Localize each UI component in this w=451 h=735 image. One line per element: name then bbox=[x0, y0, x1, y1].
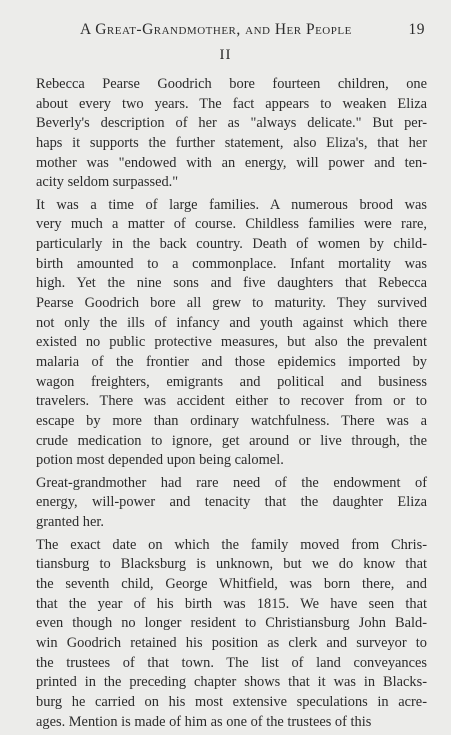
text-line: birth amounted to a commonplace. Infant mortality was bbox=[36, 255, 427, 272]
text-line: particularly in the back country. Death of women by child- bbox=[36, 236, 427, 253]
text-line: printed in the preceding chapter shows that it was in Blacks- bbox=[36, 674, 427, 691]
text-line: ages. Mention is made of him as one of the trustees of this bbox=[36, 713, 372, 730]
text-line: crude medication to ignore, get around or live through, the bbox=[36, 432, 427, 449]
text-line: malaria of the frontier and those epidemics imported by bbox=[36, 353, 427, 370]
text-line: tiansburg to Blacksburg is unknown, but we do know that bbox=[36, 556, 427, 573]
text-line: wagon freighters, emigrants and political and business bbox=[36, 373, 427, 390]
text-line: very much a matter of course. Childless families were rare, bbox=[36, 216, 427, 233]
text-line: even though no longer resident to Christiansburg John Bald- bbox=[36, 615, 427, 632]
text-line: acity seldom surpassed." bbox=[36, 174, 179, 191]
text-line: mother was "endowed with an energy, will power and ten- bbox=[36, 154, 427, 171]
paragraph bbox=[36, 75, 427, 193]
text-line: that the year of his birth was 1815. We have seen that bbox=[36, 595, 427, 612]
text-line: Pearse Goodrich bore all grew to maturity. They survived bbox=[36, 295, 427, 312]
text-line: the seventh child, George Whitfield, was born there, and bbox=[36, 576, 427, 593]
text-line: travelers. There was accident either to recover from or to bbox=[36, 393, 427, 410]
text-line: about every two years. The fact appears to weaken Eliza bbox=[36, 95, 427, 112]
text-line: high. Yet the nine sons and five daughters that Rebecca bbox=[36, 275, 427, 292]
body-text bbox=[36, 75, 427, 735]
section-number: II bbox=[219, 47, 232, 63]
text-line: Great-grandmother had rare need of the endowment of bbox=[36, 474, 427, 491]
page-number: 19 bbox=[408, 21, 425, 38]
text-line: Beverly's description of her as "always delicate." But per- bbox=[36, 115, 427, 132]
text-line: win Goodrich retained his position as clerk and surveyor to bbox=[36, 634, 427, 651]
paragraph bbox=[36, 474, 427, 533]
text-line: the trustees of that town. The list of land conveyances bbox=[36, 654, 427, 671]
text-line: Rebecca Pearse Goodrich bore fourteen children, one bbox=[36, 76, 427, 92]
running-head bbox=[34, 21, 429, 41]
running-title: A Great-Grandmother, and Her People bbox=[80, 21, 352, 38]
text-line: existed no public protective measures, but also the prevalent bbox=[36, 334, 427, 351]
text-line: energy, will-power and tenacity that the daughter Eliza bbox=[36, 494, 427, 511]
text-line: It was a time of large families. A numerous brood was bbox=[36, 196, 427, 213]
text-line: haps it supports the further statement, also Eliza's, that her bbox=[36, 134, 427, 151]
text-line: not only the ills of infancy and youth against which there bbox=[36, 314, 427, 331]
text-line: burg he carried on his most extensive speculations in acre- bbox=[36, 693, 427, 710]
paragraph bbox=[36, 196, 427, 471]
text-line: potion most depended upon being calomel. bbox=[36, 452, 284, 469]
text-line: escape by more than ordinary watchfulness. There was a bbox=[36, 412, 427, 429]
text-line: granted her. bbox=[36, 514, 104, 531]
text-line: The exact date on which the family moved from Chris- bbox=[36, 536, 427, 553]
